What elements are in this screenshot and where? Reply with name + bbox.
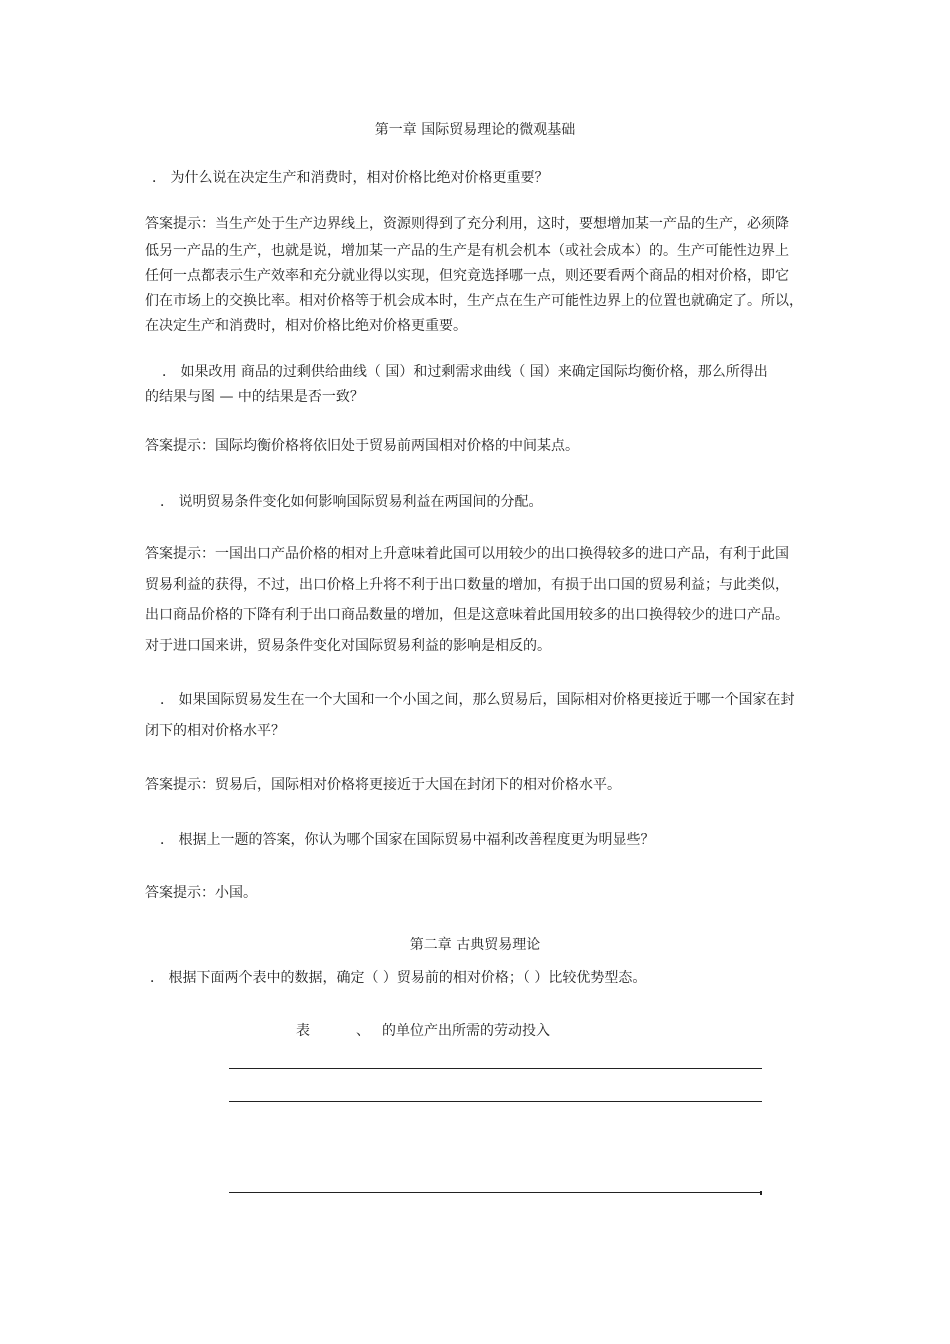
answer-5-line-1: 答案提示：小国。 [145,885,257,901]
question-2-line-1: ． 如果改用 商品的过剩供给曲线（ 国）和过剩需求曲线（ 国）来确定国际均衡价格，那么所得出 [162,364,768,380]
answer-3-line-3: 出口商品价格的下降有利于出口商品数量的增加，但是这意味着此国用较多的出口换得较少的进口产品。 [145,607,789,623]
table-header-rule [229,1101,762,1102]
chapter-1-title: 第一章 国际贸易理论的微观基础 [374,122,576,138]
answer-3-line-1: 答案提示：一国出口产品价格的相对上升意味着此国可以用较少的出口换得较多的进口产品，有利于此国 [145,546,789,562]
question-1-text: ． 为什么说在决定生产和消费时，相对价格比绝对价格更重要？ [152,170,549,186]
answer-2-line-1: 答案提示：国际均衡价格将依旧处于贸易前两国相对价格的中间某点。 [145,438,579,454]
answer-3-line-4: 对于进口国来讲，贸易条件变化对国际贸易利益的影响是相反的。 [145,638,551,654]
answer-3-line-2: 贸易利益的获得，不过，出口价格上升将不利于出口数量的增加，有损于出口国的贸易利益；与此类似， [145,577,789,593]
answer-1-line-4: 们在市场上的交换比率。相对价格等于机会成本时，生产点在生产可能性边界上的位置也就确定了。所以， [145,293,803,309]
table-caption-text: 的单位产出所需的劳动投入 [382,1023,550,1039]
answer-1-line-3: 任何一点都表示生产效率和充分就业得以实现，但究竟选择哪一点，则还要看两个商品的相对价格，即它 [145,268,789,284]
question-5-text: ． 根据上一题的答案，你认为哪个国家在国际贸易中福利改善程度更为明显些？ [160,832,655,848]
table-caption-separator: 、 [356,1023,370,1039]
chapter-2-title: 第二章 古典贸易理论 [409,937,541,953]
answer-1-line-5: 在决定生产和消费时，相对价格比绝对价格更重要。 [145,318,467,334]
answer-4-line-1: 答案提示：贸易后，国际相对价格将更接近于大国在封闭下的相对价格水平。 [145,777,621,793]
answer-1-line-2: 低另一产品的生产，也就是说，增加某一产品的生产是有机会机本（或社会成本）的。生产可能性边界上 [145,243,789,259]
table-top-rule [229,1068,762,1069]
table-bottom-rule-tick [760,1191,762,1195]
question-3-text: ． 说明贸易条件变化如何影响国际贸易利益在两国间的分配。 [160,494,543,510]
question-4-line-1: ． 如果国际贸易发生在一个大国和一个小国之间，那么贸易后，国际相对价格更接近于哪一个国家在封 [160,692,795,708]
table-bottom-rule [229,1192,762,1193]
answer-1-line-1: 答案提示：当生产处于生产边界线上，资源则得到了充分利用，这时，要想增加某一产品的生产，必须降 [145,216,789,232]
chapter-2-question-1: ． 根据下面两个表中的数据，确定（ ）贸易前的相对价格；（ ）比较优势型态。 [150,970,647,986]
question-4-line-2: 闭下的相对价格水平？ [145,723,285,739]
question-2-line-2: 的结果与图 — 中的结果是否一致？ [145,389,364,405]
table-caption-label: 表 [296,1023,310,1039]
